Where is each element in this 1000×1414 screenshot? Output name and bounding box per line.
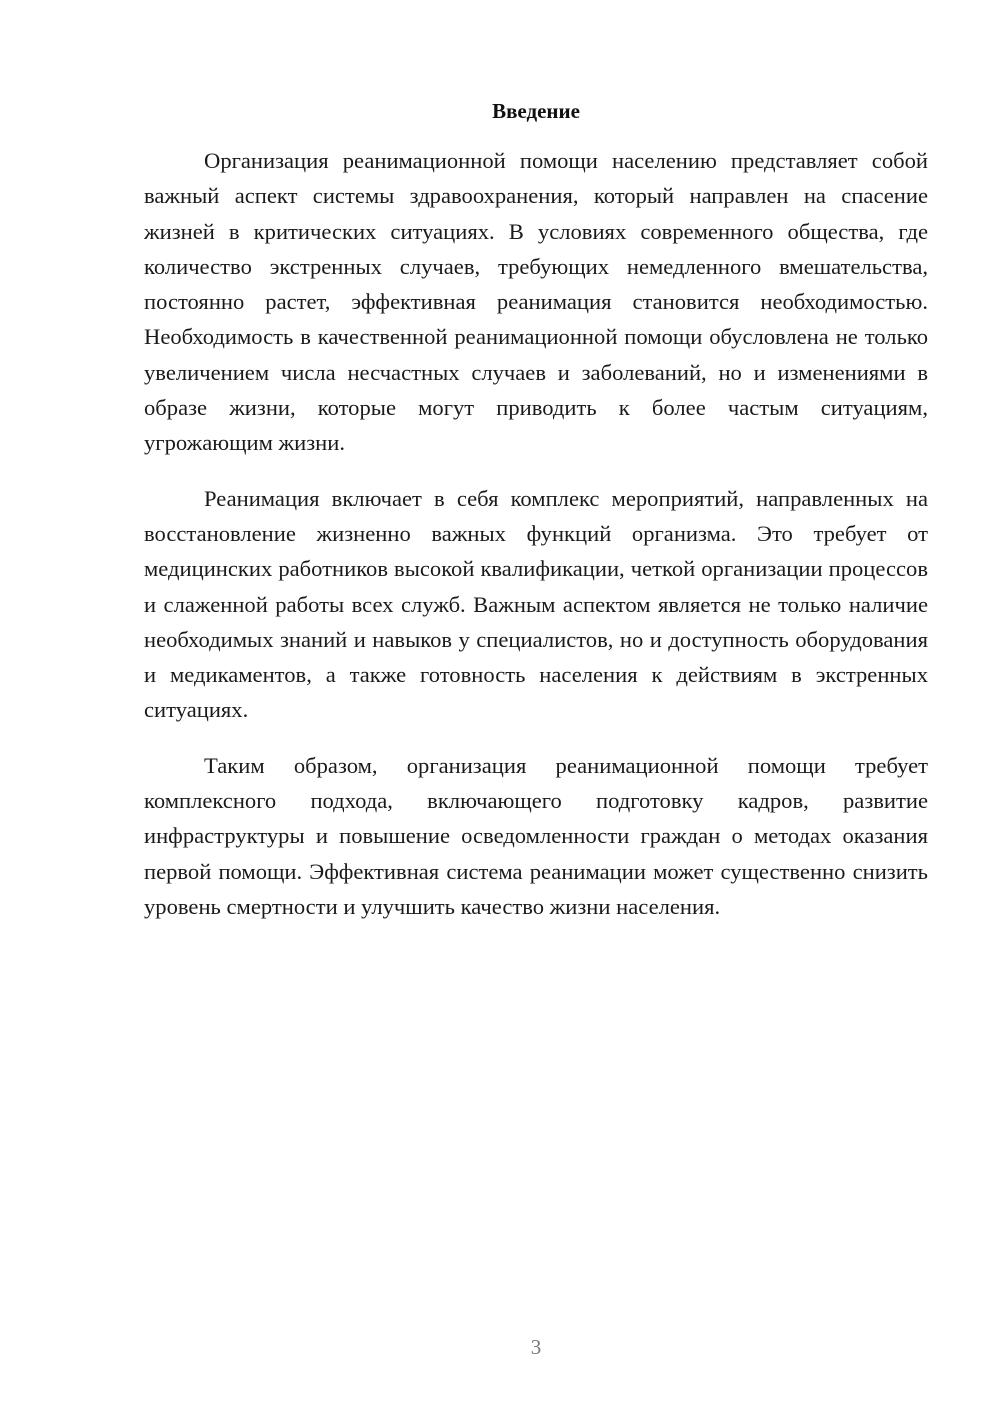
page-number: 3 — [530, 1335, 542, 1359]
paragraph-2: Реанимация включает в себя комплекс мероприятий, направленных на восстановление жизненно важных функций организма. Это требует от медицинских работников высокой квалификации, четкой организации процессов и слаженной работы всех служб. Важным аспектом является не только наличие необходимых знаний и навыков у специалистов, но и доступность оборудования и медикаментов, а также готовность населения к действиям в экстренных ситуациях. — [144, 485, 928, 723]
body-text — [144, 143, 928, 944]
paragraph-3: Таким образом, организация реанимационной помощи требует комплексного подхода, включающего подготовку кадров, развитие инфраструктуры и повышение осведомленности граждан о методах оказания первой помощи. Эффективная система реанимации может существенно снизить уровень смертности и улучшить качество жизни населения. — [144, 752, 928, 919]
paragraph-1: Организация реанимационной помощи населению представляет собой важный аспект системы здравоохранения, который направлен на спасение жизней в критических ситуациях. В условиях современного общества, где количество экстренных случаев, требующих немедленного вмешательства, постоянно растет, эффективная реанимация становится необходимостью. Необходимость в качественной реанимационной помощи обусловлена не только увеличением числа несчастных случаев и заболеваний, но и изменениями в образе жизни, которые могут приводить к более частым ситуациям, угрожающим жизни. — [144, 148, 928, 456]
section-heading: Введение — [492, 99, 580, 123]
